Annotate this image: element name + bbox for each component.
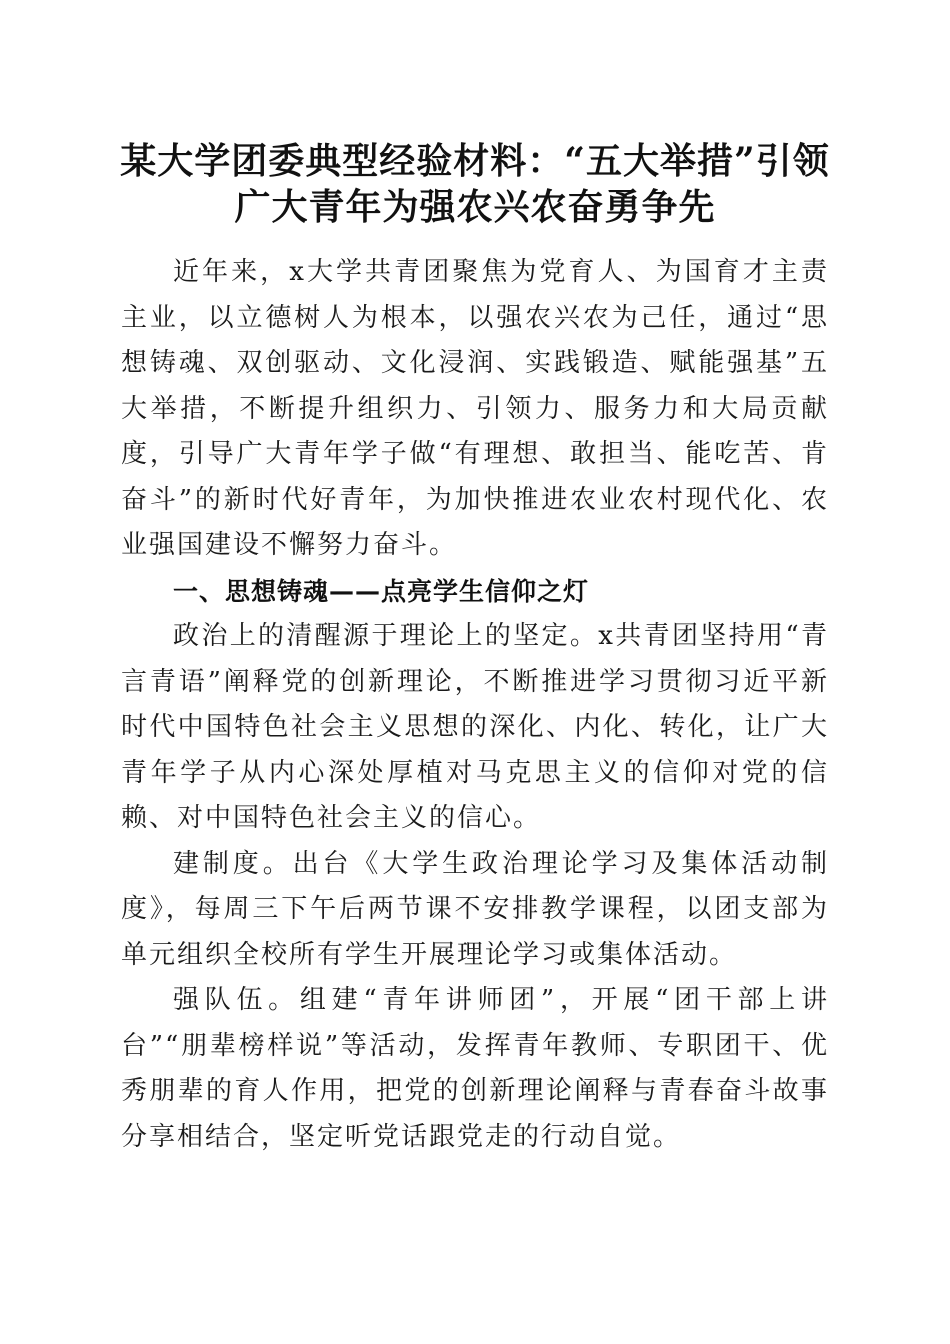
section-paragraph-1: 政治上的清醒源于理论上的坚定。x共青团坚持用“青言青语”阐释党的创新理论，不断推进学习贯彻习近平新时代中国特色社会主义思想的深化、内化、转化，让广大青年学子从内心深处厚植对马克思主义的信仰对党的信赖、对中国特色社会主义的信心。 [121,621,829,833]
title-line-2: 广大青年为强农兴农奋勇争先 [234,186,716,228]
section-paragraph-2: 建制度。出台《大学生政治理论学习及集体活动制度》，每周三下午后两节课不安排教学课程，以团支部为单元组织全校所有学生开展理论学习或集体活动。 [121,848,829,970]
document-title [100,138,850,230]
document-body [121,250,829,1160]
section-heading: 一、思想铸魂——点亮学生信仰之灯 [173,576,590,606]
section-paragraph-3: 强队伍。组建“青年讲师团”，开展“团干部上讲台”“朋辈榜样说”等活动，发挥青年教师、专职团干、优秀朋辈的育人作用，把党的创新理论阐释与青春奋斗故事分享相结合，坚定听党话跟党走的行动自觉。 [121,985,829,1152]
title-line-1: 某大学团委典型经验材料：“五大举措”引领 [120,140,830,182]
intro-paragraph: 近年来，x大学共青团聚焦为党育人、为国育才主责主业，以立德树人为根本，以强农兴农为己任，通过“思想铸魂、双创驱动、文化浸润、实践锻造、赋能强基”五大举措，不断提升组织力、引领力、服务力和大局贡献度，引导广大青年学子做“有理想、敢担当、能吃苦、肯奋斗”的新时代好青年，为加快推进农业农村现代化、农业强国建设不懈努力奋斗。 [121,257,829,560]
